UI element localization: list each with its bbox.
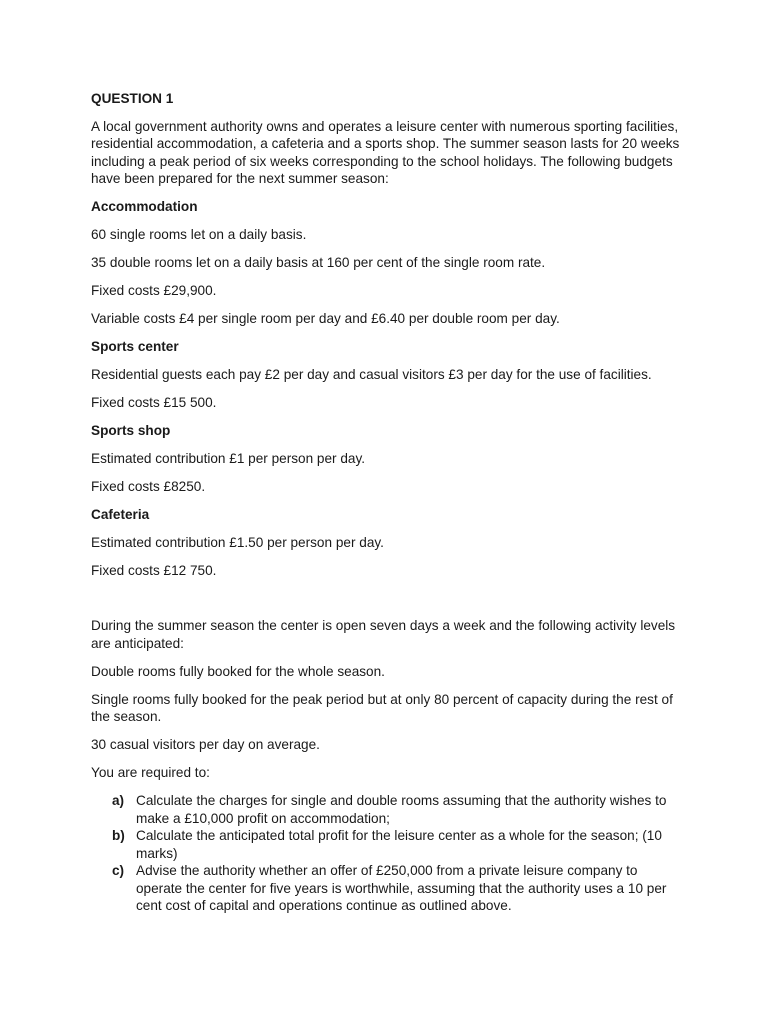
required-lead: You are required to: <box>91 765 210 780</box>
section-heading-cafeteria: Cafeteria <box>91 507 150 522</box>
activity-line: Single rooms fully booked for the peak period but at only 80 percent of capacity during the rest of the season. <box>91 691 673 724</box>
requirement-item <box>91 792 681 827</box>
accommodation-line: 35 double rooms let on a daily basis at 160 per cent of the single room rate. <box>91 255 546 270</box>
item-text: Calculate the charges for single and double rooms assuming that the authority wishes to make a £10,000 profit on accommodation; <box>136 793 667 826</box>
cafeteria-line: Estimated contribution £1.50 per person per day. <box>91 535 384 550</box>
accommodation-line: 60 single rooms let on a daily basis. <box>91 227 307 242</box>
accommodation-line: Variable costs £4 per single room per day and £6.40 per double room per day. <box>91 311 560 326</box>
section-heading-sports-shop: Sports shop <box>91 423 171 438</box>
requirement-item <box>91 862 681 915</box>
activity-line: Double rooms fully booked for the whole season. <box>91 663 385 679</box>
accommodation-line: Fixed costs £29,900. <box>91 283 217 298</box>
section-heading-sports-center: Sports center <box>91 339 179 354</box>
activity-line: 30 casual visitors per day on average. <box>91 737 320 752</box>
spacer <box>91 590 681 617</box>
section-heading-accommodation: Accommodation <box>91 199 198 214</box>
sports-center-line: Residential guests each pay £2 per day and casual visitors £3 per day for the use of facilities. <box>91 367 652 382</box>
question-title: QUESTION 1 <box>91 91 174 106</box>
activity-intro: During the summer season the center is open seven days a week and the following activity levels are anticipated: <box>91 618 676 651</box>
document-page <box>91 90 681 915</box>
item-marker: a) <box>112 793 125 808</box>
intro-paragraph: A local government authority owns and operates a leisure center with numerous sporting facilities, residential accommodation, a cafeteria and a sports shop. The summer season lasts for 20 weeks including a peak period of six weeks corresponding to the school holidays. The following budgets have been prepared for the next summer season: <box>91 118 680 186</box>
item-text: Advise the authority whether an offer of £250,000 from a private leisure company to operate the center for five years is worthwhile, assuming that the authority uses a 10 per cent cost of capital and operations continue as outlined above. <box>136 863 667 913</box>
requirement-item <box>91 827 681 862</box>
item-marker: b) <box>112 828 125 843</box>
cafeteria-line: Fixed costs £12 750. <box>91 563 217 578</box>
requirements-list <box>91 792 681 915</box>
sports-shop-line: Estimated contribution £1 per person per day. <box>91 451 366 466</box>
sports-center-line: Fixed costs £15 500. <box>91 395 217 410</box>
sports-shop-line: Fixed costs £8250. <box>91 479 206 494</box>
item-marker: c) <box>112 863 125 878</box>
item-text: Calculate the anticipated total profit for the leisure center as a whole for the season; (10 marks) <box>136 828 662 861</box>
